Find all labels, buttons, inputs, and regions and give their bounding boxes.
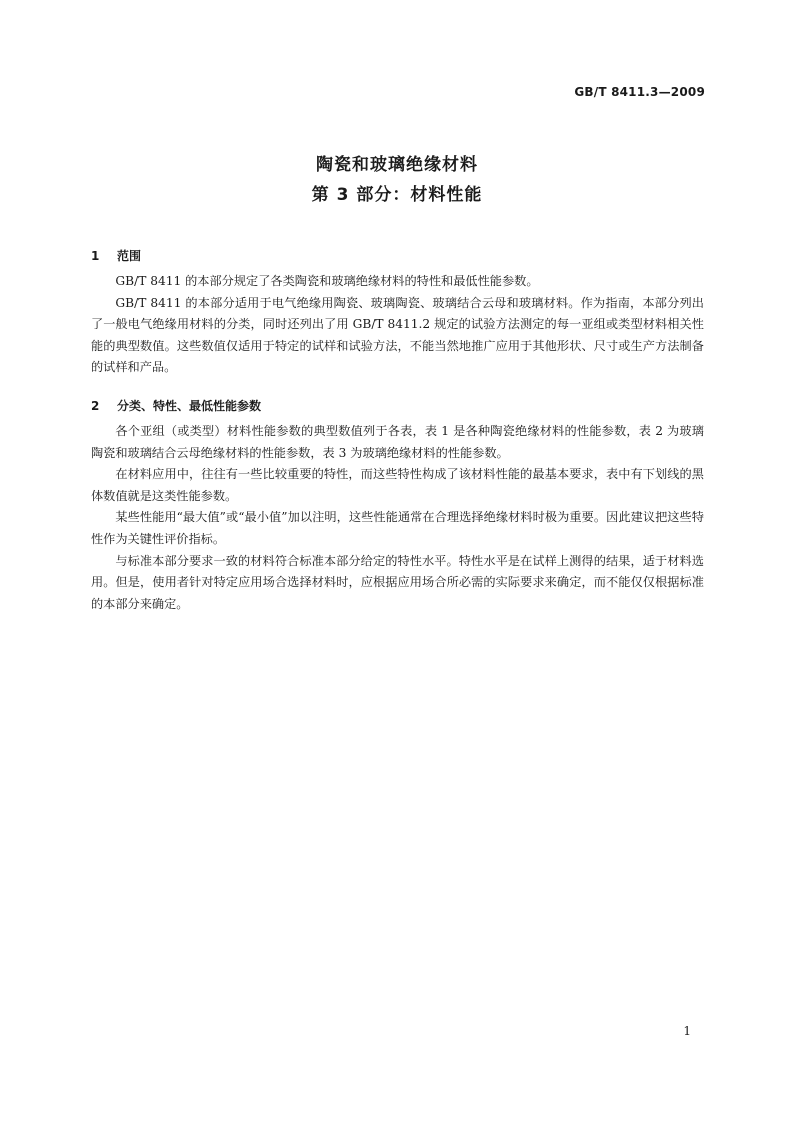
section-title: 范围 bbox=[117, 249, 142, 263]
section-heading-classification bbox=[91, 397, 261, 414]
section-body-scope bbox=[91, 271, 704, 379]
section-body-classification bbox=[91, 421, 704, 615]
paragraph: 某些性能用“最大值”或“最小值”加以注明，这些性能通常在合理选择绝缘材料时极为重要。因此建议把这些特性作为关键性评价指标。 bbox=[91, 510, 704, 546]
paragraph: 与标准本部分要求一致的材料符合标准本部分给定的特性水平。特性水平是在试样上测得的结果，适于材料选用。但是，使用者针对特定应用场合选择材料时，应根据应用场合所必需的实际要求来确定，而不能仅仅根据标准的本部分来确定。 bbox=[91, 553, 704, 611]
paragraph: 在材料应用中，往往有一些比较重要的特性，而这些特性构成了该材料性能的最基本要求，表中有下划线的黑体数值就是这类性能参数。 bbox=[91, 467, 704, 503]
section-number: 2 bbox=[91, 399, 100, 413]
standard-number: GB/T 8411.3—2009 bbox=[574, 85, 705, 99]
paragraph: 各个亚组（或类型）材料性能参数的典型数值列于各表，表 1 是各种陶瓷绝缘材料的性能参数，表 2 为玻璃陶瓷和玻璃结合云母绝缘材料的性能参数，表 3 为玻璃绝缘材料的性能参数。 bbox=[91, 424, 704, 460]
document-subtitle: 第 3 部分：材料性能 bbox=[311, 185, 483, 205]
paragraph: GB/T 8411 的本部分规定了各类陶瓷和玻璃绝缘材料的特性和最低性能参数。 bbox=[115, 274, 539, 288]
section-heading-scope bbox=[91, 247, 141, 264]
section-number: 1 bbox=[91, 249, 100, 263]
page-number: 1 bbox=[683, 1024, 691, 1038]
paragraph: GB/T 8411 的本部分适用于电气绝缘用陶瓷、玻璃陶瓷、玻璃结合云母和玻璃材料。作为指南，本部分列出了一般电气绝缘用材料的分类，同时还列出了用 GB/T 8411.2 规定的试验方法测定的每一亚组或类型材料相关性能的典型数值。这些数值仅适用于特定的试样和试验方法，不能当然地推广应用于其他形状、尺寸或生产方法制备的试样和产品。 bbox=[91, 295, 704, 375]
document-title: 陶瓷和玻璃绝缘材料 bbox=[316, 155, 478, 175]
section-title: 分类、特性、最低性能参数 bbox=[117, 399, 262, 413]
